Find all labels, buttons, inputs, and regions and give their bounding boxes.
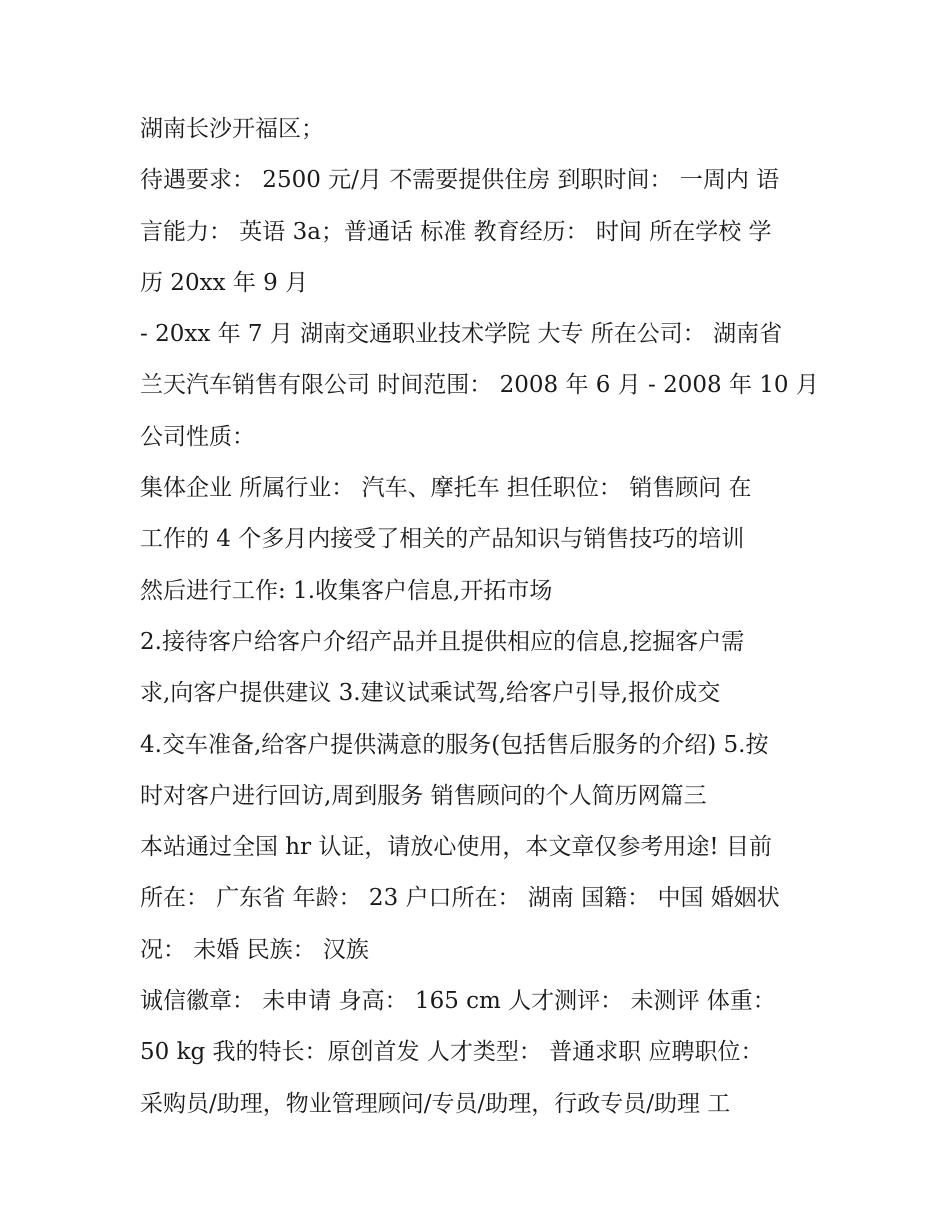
text-line: 况： 未婚 民族： 汉族 [140, 936, 369, 963]
text-line: 待遇要求： 2500 元/月 不需要提供住房 到职时间： 一周内 语 [140, 167, 780, 194]
document-body [140, 104, 820, 1130]
text-line: 所在： 广东省 年龄： 23 户口所在： 湖南 国籍： 中国 婚姻状 [140, 885, 780, 912]
text-line: 时对客户进行回访,周到服务 销售顾问的个人简历网篇三 [140, 782, 707, 809]
text-line: 历 20xx 年 9 月 [140, 269, 309, 296]
text-line: 50 kg 我的特长：原创首发 人才类型： 普通求职 应聘职位： [140, 1039, 764, 1066]
text-line: 4.交车准备,给客户提供满意的服务(包括售后服务的介绍) 5.按 [140, 731, 769, 758]
text-line: 兰天汽车销售有限公司 时间范围： 2008 年 6 月 - 2008 年 10 月 [140, 372, 819, 399]
text-line: 诚信徽章： 未申请 身高： 165 cm 人才测评： 未测评 体重： [140, 988, 776, 1015]
text-line: 采购员/助理，物业管理顾问/专员/助理，行政专员/助理 工 [140, 1090, 731, 1117]
text-line: 湖南长沙开福区； [140, 116, 324, 142]
text-line: 然后进行工作: 1.收集客户信息,开拓市场 [140, 577, 553, 604]
text-line: 工作的 4 个多月内接受了相关的产品知识与销售技巧的培训 [140, 526, 745, 553]
text-line: 本站通过全国 hr 认证，请放心使用，本文章仅参考用途! 目前 [140, 834, 772, 861]
text-line: 2.接待客户给客户介绍产品并且提供相应的信息,挖掘客户需 [140, 628, 745, 655]
text-line: 求,向客户提供建议 3.建议试乘试驾,给客户引导,报价成交 [140, 680, 721, 707]
text-line: 言能力： 英语 3a；普通话 标准 教育经历： 时间 所在学校 学 [140, 218, 772, 245]
text-line: 公司性质： [140, 423, 255, 450]
text-line: 集体企业 所属行业： 汽车、摩托车 担任职位： 销售顾问 在 [140, 475, 752, 502]
text-line: - 20xx 年 7 月 湖南交通职业技术学院 大专 所在公司： 湖南省 [140, 321, 783, 348]
